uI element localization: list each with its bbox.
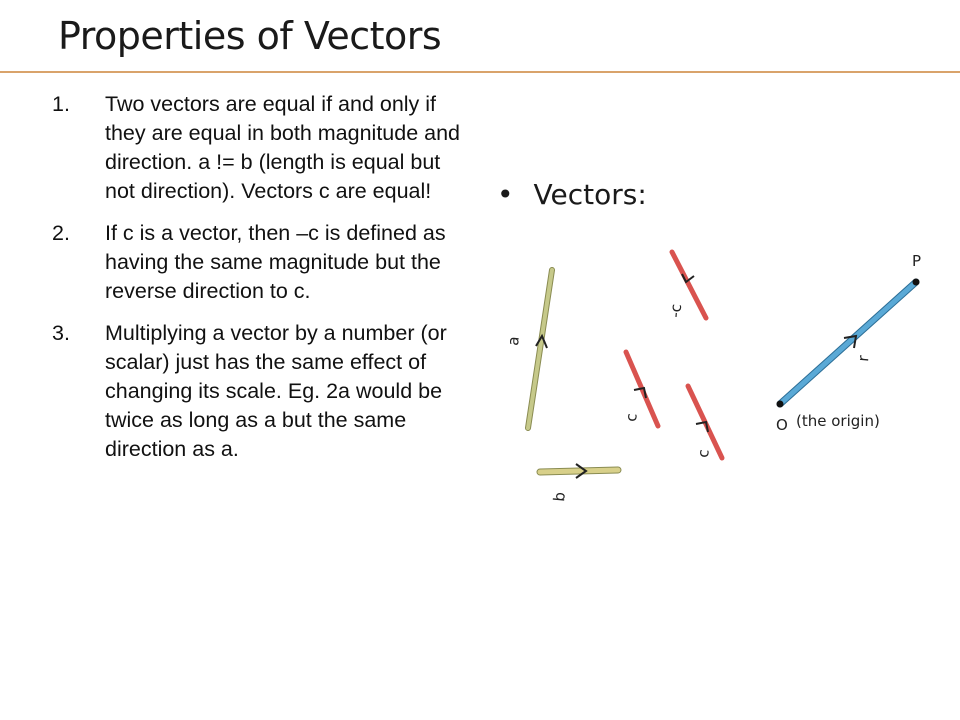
list-item-number: 3.: [52, 321, 70, 345]
origin-label: (the origin): [796, 412, 880, 430]
bullet-dot: •: [497, 178, 514, 211]
vector-c-2: [688, 386, 722, 458]
vector-a: [504, 270, 552, 428]
list-item-number: 2.: [52, 221, 70, 245]
list-item-text: If c is a vector, then –c is defined as having the same magnitude but the reverse direction to c.: [105, 221, 446, 303]
vector-a-line: [528, 270, 552, 428]
vector-c-2-label: c: [694, 448, 713, 459]
vector-b: [540, 464, 618, 502]
slide-title: Properties of Vectors: [58, 14, 442, 58]
origin-point: [777, 401, 784, 408]
title-divider: [0, 71, 960, 73]
vector-c-1: [622, 352, 658, 426]
properties-list: [52, 90, 472, 464]
vectors-diagram: [500, 240, 940, 520]
list-item: [52, 219, 472, 306]
list-item-number: 1.: [52, 92, 70, 116]
bullet-text: Vectors:: [533, 178, 647, 211]
point-o-label: O: [776, 416, 788, 434]
list-item-text: Multiplying a vector by a number (or scalar) just has the same effect of changing its scale. Eg. 2a would be twice as long as a but the same direction as a.: [105, 321, 447, 461]
vector-c-2-arrow: [696, 422, 708, 432]
vector-r-label: r: [854, 354, 873, 363]
vector-neg-c: [666, 252, 706, 318]
vectors-bullet: [497, 178, 647, 211]
list-item: [52, 90, 472, 206]
vector-a-label: a: [504, 335, 523, 347]
vector-r-line: [780, 282, 916, 404]
vector-neg-c-label: -c: [666, 303, 686, 319]
list-item: [52, 319, 472, 464]
vector-c-1-label: c: [622, 412, 641, 423]
list-item-text: Two vectors are equal if and only if they are equal in both magnitude and direction. a != b (length is equal but not direction). Vectors c are equal!: [105, 92, 461, 203]
vector-b-label: b: [550, 491, 569, 503]
point-p-label: P: [912, 252, 922, 270]
vector-r: [776, 252, 921, 434]
endpoint-p: [913, 279, 920, 286]
vector-b-line: [540, 470, 618, 472]
